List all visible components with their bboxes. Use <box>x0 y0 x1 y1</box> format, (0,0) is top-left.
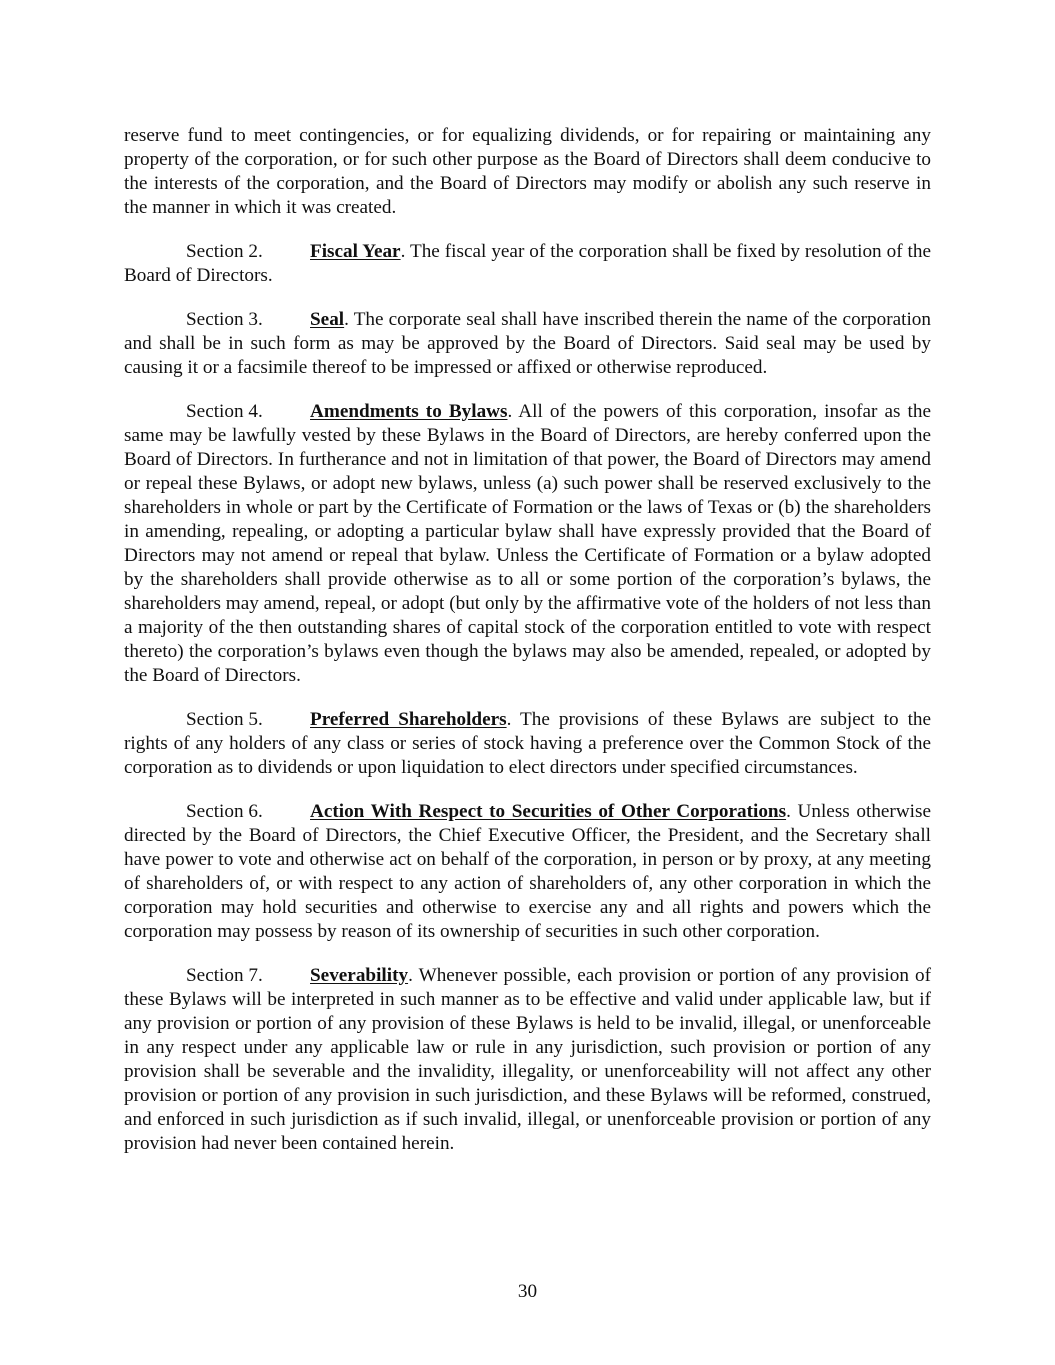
section-2 <box>124 240 931 288</box>
section-body: . All of the powers of this corporation, insofar as the same may be lawfully vested by these Bylaws in the Board of Directors, are hereby conferred upon the Board of Directors. In furtherance and not in limitation of that power, the Board of Directors may amend or repeal these Bylaws, or adopt new bylaws, unless (a) such power shall be reserved exclusively to the shareholders in whole or part by the Certificate of Formation or the laws of Texas or (b) the shareholders in amending, repealing, or adopting a particular bylaw shall have expressly provided that the Board of Directors may not amend or repeal that bylaw. Unless the Certificate of Formation or a bylaw adopted by the shareholders shall provide otherwise as to all or some portion of the corporation’s bylaws, the shareholders may amend, repeal, or adopt (but only by the affirmative vote of the holders of not less than a majority of the then outstanding shares of capital stock of the corporation entitled to vote with respect thereto) the corporation’s bylaws even though the bylaws may also be amended, repealed, or adopted by the Board of Directors. <box>124 401 931 686</box>
section-number: Section 3. <box>186 309 263 330</box>
section-body: . Whenever possible, each provision or portion of any provision of these Bylaws will be interpreted in such manner as to be effective and valid under applicable law, but if any provision or portion of any provision of these Bylaws is held to be invalid, illegal, or unenforceable in any respect under any applicable law or rule in any jurisdiction, such provision or portion of any provision shall be severable and the invalidity, illegality, or unenforceability will not affect any other provision or portion of any provision in such jurisdiction, and these Bylaws will be reformed, construed, and enforced in such jurisdiction as if such invalid, illegal, or unenforceable provision or portion of any provision had never been contained herein. <box>124 965 931 1154</box>
section-body: . Unless otherwise directed by the Board of Directors, the Chief Executive Officer, the President, and the Secretary shall have power to vote and otherwise act on behalf of the corporation, in person or by proxy, at any meeting of shareholders of, or with respect to any action of shareholders of, any other corporation in which the corporation may hold securities and otherwise to exercise any and all rights and powers which the corporation may possess by reason of its ownership of securities in such other corporation. <box>124 801 931 942</box>
section-heading: Amendments to Bylaws <box>310 401 508 422</box>
section-3 <box>124 308 931 380</box>
document-page <box>124 124 931 1176</box>
section-heading: Action With Respect to Securities of Other Corporations <box>310 801 787 822</box>
section-heading: Preferred Shareholders <box>310 709 507 730</box>
section-heading: Fiscal Year <box>310 241 401 262</box>
section-number: Section 6. <box>186 801 263 822</box>
section-body: . The corporate seal shall have inscribed therein the name of the corporation and shall be in such form as may be approved by the Board of Directors. Said seal may be used by causing it or a facsimile thereof to be impressed or affixed or otherwise reproduced. <box>124 309 931 378</box>
section-heading: Severability <box>310 965 409 986</box>
section-number: Section 4. <box>186 401 263 422</box>
section-body: . The fiscal year of the corporation shall be fixed by resolution of the Board of Directors. <box>124 241 931 286</box>
section-body: . The provisions of these Bylaws are subject to the rights of any holders of any class or series of stock having a preference over the Common Stock of the corporation as to dividends or upon liquidation to elect directors under specified circumstances. <box>124 709 932 778</box>
section-number: Section 7. <box>186 965 263 986</box>
section-4 <box>124 400 931 688</box>
page-number: 30 <box>517 1281 538 1302</box>
continuation-paragraph: reserve fund to meet contingencies, or for equalizing dividends, or for repairing or maintaining any property of the corporation, or for such other purpose as the Board of Directors shall deem conducive to the interests of the corporation, and the Board of Directors may modify or abolish any such reserve in the manner in which it was created. <box>124 125 931 218</box>
section-7 <box>124 964 931 1156</box>
section-heading: Seal <box>310 309 345 330</box>
section-number: Section 2. <box>186 241 263 262</box>
section-6 <box>124 800 931 944</box>
section-number: Section 5. <box>186 709 263 730</box>
section-5 <box>124 708 931 780</box>
